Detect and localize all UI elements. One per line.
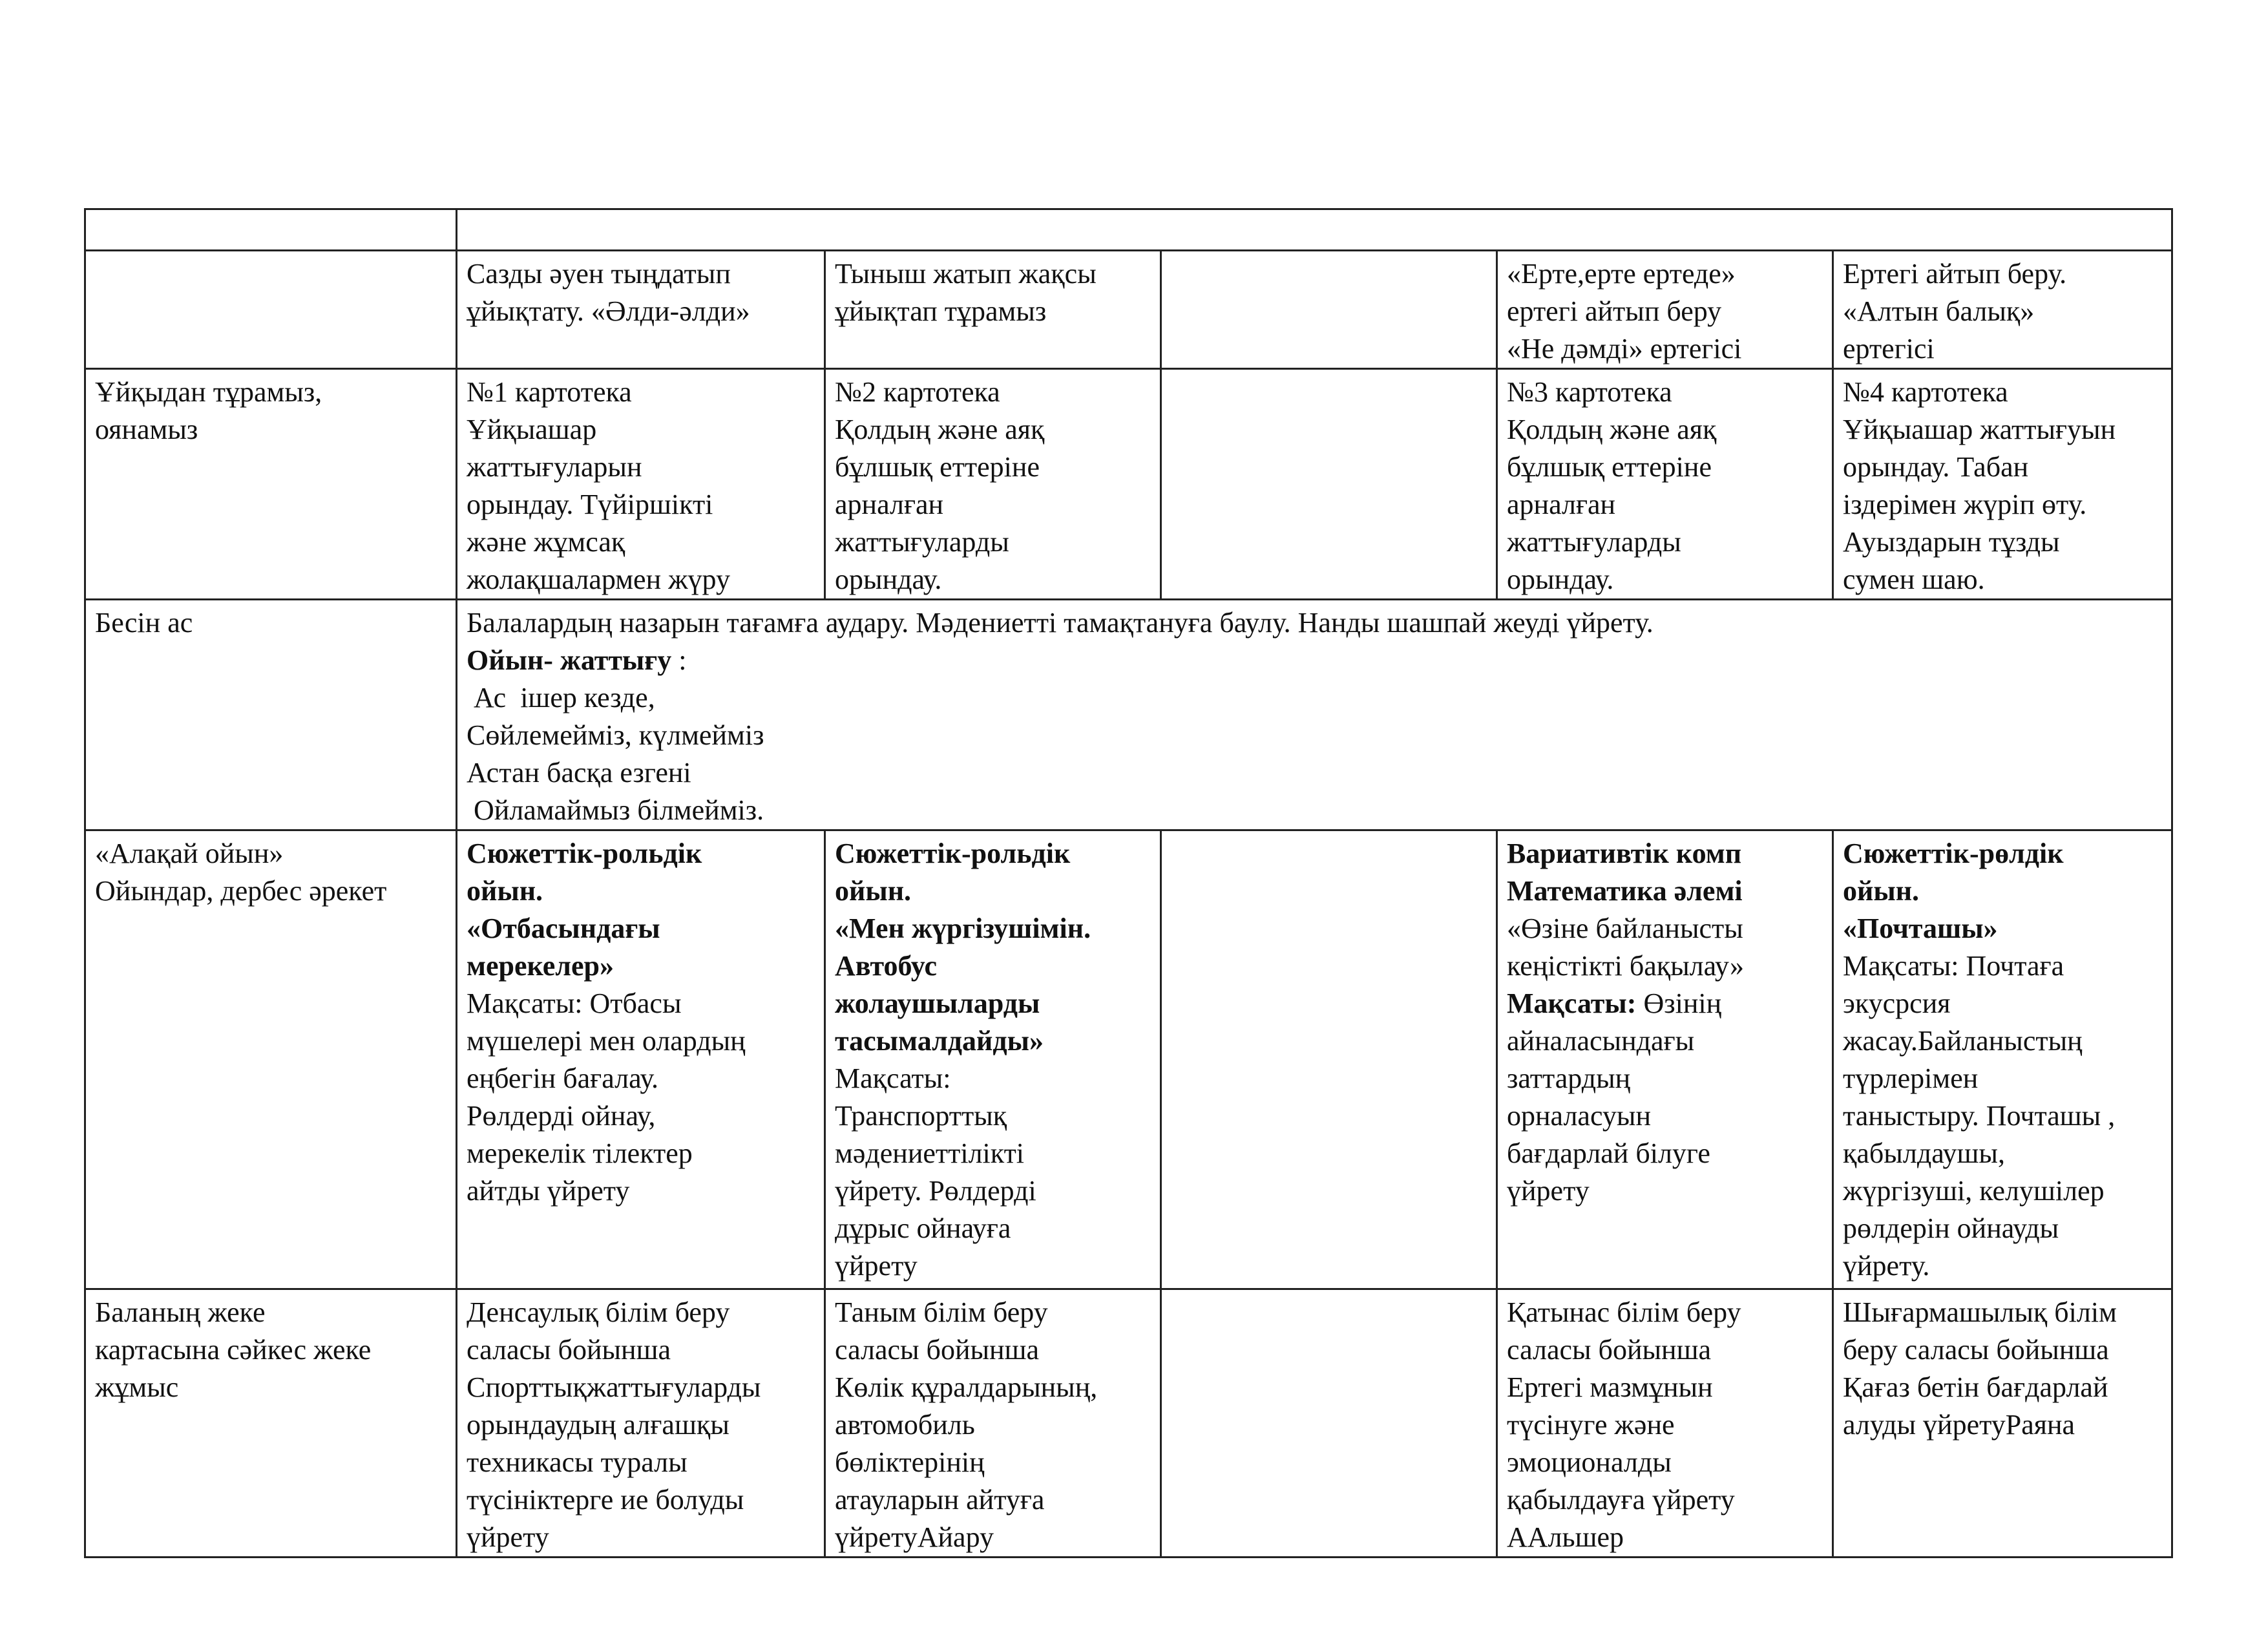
text-line: орналасуын: [1507, 1100, 1652, 1132]
text-line: қабылдаушы,: [1843, 1137, 2005, 1169]
text-line: ойын.: [467, 875, 543, 907]
text-line: «Почташы»: [1843, 913, 1998, 944]
text-line: Қағаз бетін бағдарлай: [1843, 1371, 2108, 1403]
text-line: үйрету.: [1843, 1250, 1930, 1282]
text-line: орындау. Түйіршікті: [467, 489, 713, 520]
text-line: «Алақай ойын»: [95, 838, 284, 869]
text-line: мәдениеттілікті: [835, 1137, 1025, 1169]
text-line: еңбегін бағалау.: [467, 1062, 658, 1094]
text-line: айтды үйрету: [467, 1175, 630, 1207]
text-line: таныстыру. Почташы ,: [1843, 1100, 2116, 1132]
text-line: бағдарлай білуге: [1507, 1137, 1710, 1169]
wakeup-label-cell: [85, 369, 457, 600]
text-line: орындау.: [1507, 564, 1614, 595]
text-line: ААльшер: [1507, 1521, 1624, 1553]
goal-line: [1507, 985, 1823, 1022]
wakeup-fri-cell: [1833, 369, 2172, 600]
text-line: жаттығуларды: [1507, 526, 1681, 558]
text-line: Математика әлемі: [1507, 875, 1743, 907]
text-line: Ауыздарын тұзды: [1843, 526, 2060, 558]
wakeup-thu-cell: [1497, 369, 1833, 600]
text-line: саласы бойынша: [467, 1334, 671, 1366]
text-line: мерекелік тілектер: [467, 1137, 693, 1169]
text-line: эмоционалды: [1507, 1446, 1672, 1478]
text-line: «Не дәмді» ертегісі: [1507, 333, 1742, 364]
text-line: техникасы туралы: [467, 1446, 688, 1478]
table-row-snack: [85, 600, 2172, 830]
goal-label: Мақсаты:: [1507, 988, 1637, 1019]
text-line: жүргізуші, келушілер: [1843, 1175, 2105, 1207]
text-line: автомобиль: [835, 1409, 975, 1441]
individual-fri-cell: [1833, 1289, 2172, 1558]
table-row-games: [85, 830, 2172, 1289]
text-line: ойын.: [1843, 875, 1920, 907]
text-line: ертегісі: [1843, 333, 1935, 364]
games-thu-cell: [1497, 830, 1833, 1289]
games-wed-cell: [1161, 830, 1497, 1289]
text-line: «Ерте,ерте ертеде»: [1507, 258, 1736, 290]
snack-game-colon: :: [671, 644, 687, 676]
individual-label-cell: [85, 1289, 457, 1558]
header-days-cell: [457, 209, 2172, 251]
text-line: мерекелер»: [467, 950, 614, 982]
text-line: Ертегі айтып беру.: [1843, 258, 2067, 290]
text-line: Сюжеттік-рольдік: [835, 838, 1071, 869]
text-line: Ертегі мазмұнын: [1507, 1371, 1713, 1403]
individual-mon-cell: [457, 1289, 825, 1558]
text-line: Ұйқыашар жаттығуын: [1843, 414, 2116, 445]
table-row-header: [85, 209, 2172, 251]
text-line: жолаушыларды: [835, 988, 1040, 1019]
text-line: түрлерімен: [1843, 1062, 1979, 1094]
text-line: Транспорттық: [835, 1100, 1007, 1132]
text-line: түсініктерге ие болуды: [467, 1484, 744, 1516]
text-line: саласы бойынша: [835, 1334, 1040, 1366]
text-line: орындау. Табан: [1843, 451, 2029, 483]
snack-game-heading: [467, 642, 2162, 679]
text-line: ұйықтату. «Әлди-әлди»: [467, 295, 750, 327]
text-line: «Алтын балық»: [1843, 295, 2035, 327]
individual-thu-cell: [1497, 1289, 1833, 1558]
text-line: арналған: [835, 489, 944, 520]
sleep-tue-cell: [825, 251, 1161, 369]
text-line: қабылдауға үйрету: [1507, 1484, 1735, 1516]
text-line: ұйықтап тұрамыз: [835, 295, 1047, 327]
text-line: арналған: [1507, 489, 1616, 520]
text-line: Ойындар, дербес әрекет: [95, 875, 387, 907]
header-label-cell: [85, 209, 457, 251]
text-line: саласы бойынша: [1507, 1334, 1712, 1366]
text-line: үйретуАйару: [835, 1521, 994, 1553]
text-line: экусрсия: [1843, 988, 1951, 1019]
text-line: орындау.: [835, 564, 942, 595]
wakeup-tue-cell: [825, 369, 1161, 600]
text-line: Ұйқыдан тұрамыз,: [95, 376, 322, 408]
text-line: атауларын айтуға: [835, 1484, 1045, 1516]
text-line: №4 картотека: [1843, 376, 2008, 408]
text-line: №1 картотека: [467, 376, 632, 408]
table-row-wakeup: [85, 369, 2172, 600]
text-line: №2 картотека: [835, 376, 1000, 408]
text-line: беру саласы бойынша: [1843, 1334, 2109, 1366]
individual-wed-cell: [1161, 1289, 1497, 1558]
sleep-thu-cell: [1497, 251, 1833, 369]
text-line: айналасындағы: [1507, 1025, 1695, 1057]
text-line: жаттығуларын: [467, 451, 642, 483]
poem-line: Астан басқа езгені: [467, 757, 691, 788]
text-line: кеңістікті бақылау»: [1507, 950, 1745, 982]
text-line: «Отбасындағы: [467, 913, 660, 944]
text-line: жаттығуларды: [835, 526, 1009, 558]
text-line: ертегі айтып беру: [1507, 295, 1722, 327]
goal-text: Өзінің: [1636, 988, 1722, 1019]
sleep-fri-cell: [1833, 251, 2172, 369]
snack-content-cell: [457, 600, 2172, 830]
games-tue-cell: [825, 830, 1161, 1289]
text-line: үйрету. Рөлдерді: [835, 1175, 1036, 1207]
text-line: алуды үйретуРаяна: [1843, 1409, 2075, 1441]
text-line: Сазды әуен тыңдатып: [467, 258, 731, 290]
text-line: Автобус: [835, 950, 937, 982]
text-line: жасау.Байланыстың: [1843, 1025, 2083, 1057]
text-line: бұлшық еттеріне: [835, 451, 1040, 483]
text-line: «Мен жүргізушімін.: [835, 913, 1091, 944]
text-line: Таным білім беру: [835, 1296, 1048, 1328]
sleep-label-cell: [85, 251, 457, 369]
text-line: Ұйқыашар: [467, 414, 597, 445]
table-row-individual: [85, 1289, 2172, 1558]
poem-line: Ас ішер кезде,: [467, 682, 655, 713]
text-line: жұмыс: [95, 1371, 179, 1403]
text-line: үйрету: [1507, 1175, 1590, 1207]
text-line: Вариативтік комп: [1507, 838, 1742, 869]
text-line: Мақсаты: Почтаға: [1843, 950, 2064, 982]
poem-line: Ойламаймыз білмейміз.: [467, 794, 764, 826]
text-line: Сюжеттік-рөлдік: [1843, 838, 2064, 869]
poem-line: Сөйлемейміз, күлмейміз: [467, 719, 764, 751]
text-line: бұлшық еттеріне: [1507, 451, 1712, 483]
text-line: Рөлдерді ойнау,: [467, 1100, 656, 1132]
text-line: сумен шаю.: [1843, 564, 1985, 595]
games-fri-cell: [1833, 830, 2172, 1289]
snack-label-cell: [85, 600, 457, 830]
text-line: Қолдың және аяқ: [835, 414, 1045, 445]
text-line: Баланың жеке: [95, 1296, 266, 1328]
text-line: Мақсаты: Отбасы: [467, 988, 682, 1019]
text-line: дұрыс ойнауға: [835, 1212, 1011, 1244]
individual-tue-cell: [825, 1289, 1161, 1558]
text-line: бөліктерінің: [835, 1446, 985, 1478]
text-line: Мақсаты:: [835, 1062, 951, 1094]
text-line: мүшелері мен олардың: [467, 1025, 746, 1057]
snack-intro: Балалардың назарын тағамға аудару. Мәдениетті тамақтануға баулу. Нанды шашпай жеуді үйрету.: [467, 607, 1654, 639]
text-line: заттардың: [1507, 1062, 1631, 1094]
text-line: Көлік құралдарының,: [835, 1371, 1098, 1403]
text-line: түсінуге және: [1507, 1409, 1675, 1441]
table-row-sleep: [85, 251, 2172, 369]
sleep-mon-cell: [457, 251, 825, 369]
text-line: рөлдерін ойнауды: [1843, 1212, 2059, 1244]
text-line: тасымалдайды»: [835, 1025, 1044, 1057]
games-label-cell: [85, 830, 457, 1289]
text-line: Қолдың және аяқ: [1507, 414, 1717, 445]
wakeup-wed-cell: [1161, 369, 1497, 600]
text-line: іздерімен жүріп өту.: [1843, 489, 2087, 520]
text-line: №3 картотека: [1507, 376, 1672, 408]
text-line: Қатынас білім беру: [1507, 1296, 1741, 1328]
text-line: орындаудың алғашқы: [467, 1409, 730, 1441]
sleep-wed-cell: [1161, 251, 1497, 369]
text-line: Бесін ас: [95, 607, 193, 639]
snack-game-title: Ойын- жаттығу: [467, 644, 672, 676]
text-line: үйрету: [467, 1521, 549, 1553]
text-line: Тыныш жатып жақсы: [835, 258, 1097, 290]
wakeup-mon-cell: [457, 369, 825, 600]
text-line: және жұмсақ: [467, 526, 625, 558]
text-line: Денсаулық білім беру: [467, 1296, 730, 1328]
text-line: оянамыз: [95, 414, 198, 445]
text-line: Спорттықжаттығуларды: [467, 1371, 761, 1403]
text-line: Сюжеттік-рольдік: [467, 838, 702, 869]
text-line: картасына сәйкес жеке: [95, 1334, 372, 1366]
text-line: Шығармашылық білім: [1843, 1296, 2117, 1328]
text-line: «Өзіне байланысты: [1507, 913, 1743, 944]
text-line: үйрету: [835, 1250, 918, 1282]
schedule-table: [84, 208, 2173, 1558]
text-line: жолақшалармен жүру: [467, 564, 730, 595]
games-mon-cell: [457, 830, 825, 1289]
text-line: ойын.: [835, 875, 912, 907]
